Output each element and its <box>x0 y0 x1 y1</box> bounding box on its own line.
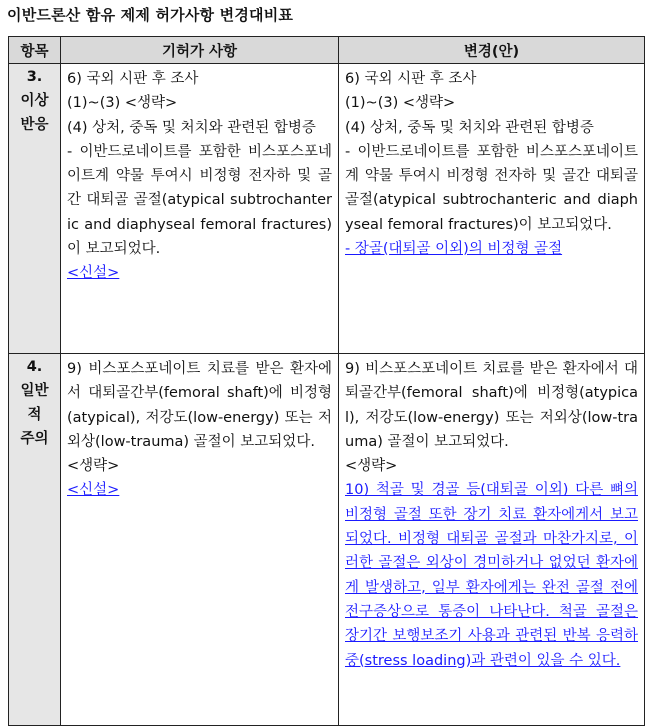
current-text-cell <box>61 354 339 726</box>
current-text-cell <box>61 64 339 354</box>
table-row <box>9 64 645 354</box>
new-marker: <신설> <box>67 482 120 499</box>
change-paragraph: 9) 비스포스포네이트 치료를 받은 환자에서 대퇴골간부(femoral shaft)에 비정형(atypical), 저강도(low-energy) 또는 저외상(low-trauma) 골절이 보고되었다. <box>345 361 638 450</box>
item-cell-general-precautions <box>9 354 61 726</box>
change-line: 6) 국외 시판 후 조사 <box>345 71 477 87</box>
item-name: 일반 적 주의 <box>20 383 49 447</box>
change-line: (1)~(3) <생략> <box>345 95 456 112</box>
change-line: (4) 상처, 중독 및 처치와 관련된 합병증 <box>345 119 594 136</box>
added-text: 10) 척골 및 경골 등(대퇴골 이외) 다른 뼈의 비정형 골절 또한 장기 치료 환자에게서 보고되었다. 비정형 대퇴골 골절과 마찬가지로, 이러한 골절은 외상이 경미하거나 없었던 환자에게 발생하고, 일부 환자에게는 완전 골절 전에 전구증상으로 통증이 나타난다. 척골 골절은 장기간 보행보조기 사용과 관련된 반복 응력하중(stress loading)과 관련이 있을 수 있다. <box>345 482 638 669</box>
header-item: 항목 <box>9 37 61 64</box>
table-header-row <box>9 37 645 64</box>
change-paragraph: - 이반드로네이트를 포함한 비스포스포네이트계 약물 투여시 비정형 전자하 및 골간 대퇴골 골절(atypical subtrochanteric and diaphyseal femoral fractures)이 보고되었다. <box>345 143 638 233</box>
current-line: (4) 상처, 중독 및 처치와 관련된 합병증 <box>67 119 316 136</box>
added-text: - 장골(대퇴골 이외)의 비정형 골절 <box>345 241 563 258</box>
item-cell-adverse-reactions <box>9 64 61 354</box>
omitted-marker: <생략> <box>67 458 120 475</box>
current-line: (1)~(3) <생략> <box>67 95 178 112</box>
table-row <box>9 354 645 726</box>
change-text-cell <box>339 354 645 726</box>
document-title: 이반드론산 함유 제제 허가사항 변경대비표 <box>7 6 294 24</box>
header-change: 변경(안) <box>339 37 645 64</box>
item-number: 3. <box>26 69 43 85</box>
new-marker: <신설> <box>67 265 120 282</box>
comparison-table <box>8 36 645 726</box>
change-text-cell <box>339 64 645 354</box>
current-paragraph: 9) 비스포스포네이트 치료를 받은 환자에서 대퇴골간부(femoral shaft)에 비정형(atypical), 저강도(low-energy) 또는 저외상(low-trauma) 골절이 보고되었다. <box>67 361 332 450</box>
current-paragraph: - 이반드로네이트를 포함한 비스포스포네이트계 약물 투여시 비정형 전자하 및 골간 대퇴골 골절(atypical subtrochanteric and diaphyseal femoral fractures)이 보고되었다. <box>67 143 332 258</box>
current-line: 6) 국외 시판 후 조사 <box>67 71 199 87</box>
item-number: 4. <box>26 359 43 375</box>
omitted-marker: <생략> <box>345 458 398 475</box>
header-current: 기허가 사항 <box>61 37 339 64</box>
item-name: 이상 반응 <box>20 93 49 133</box>
